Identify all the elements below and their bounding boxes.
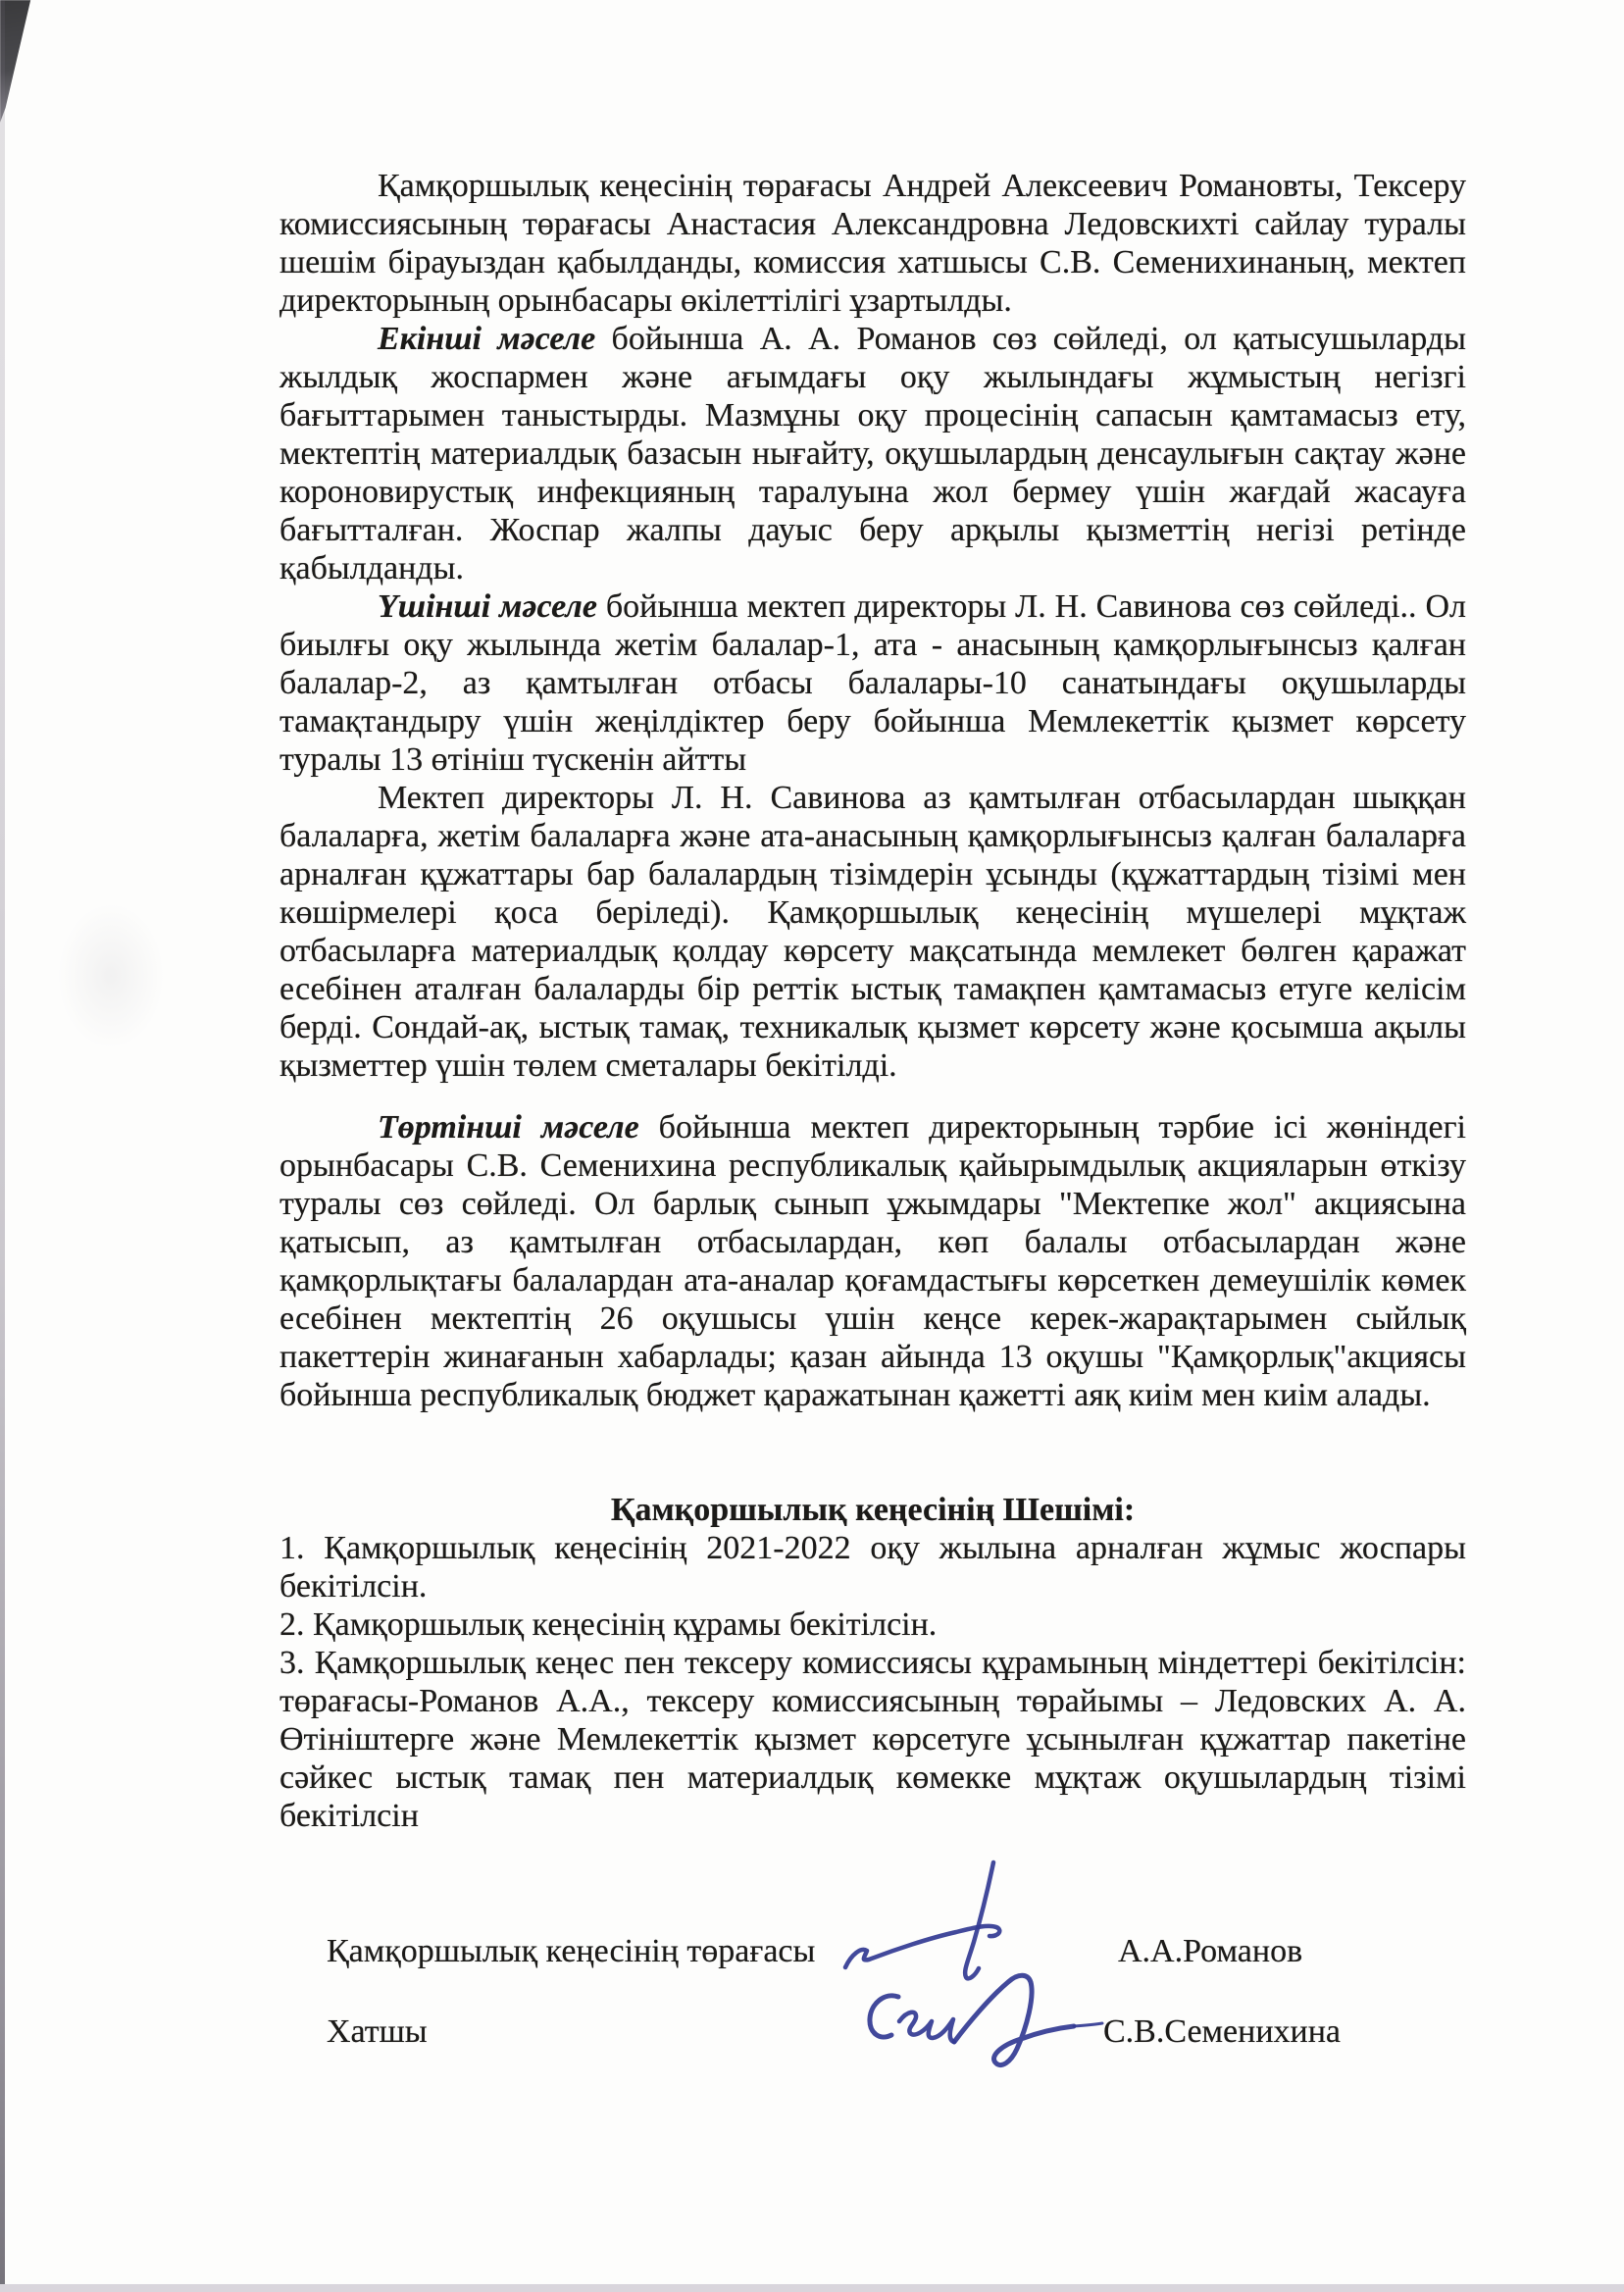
scan-bottom-edge-strip — [0, 2284, 1624, 2292]
third-issue-lead: Үшінші мәселе — [378, 588, 597, 625]
paragraph-text: бойынша мектеп директоры Л. Н. Савинова сөз сөйледі.. Ол биылғы оқу жылында жетім балалар-1, ата - анасының қамқорлығынсыз қалған балалар-2, аз қамтылған отбасы балалары-10 санатындағы оқушыларды тамақтандыру үшін жеңілдіктер беру бойынша Мемлекеттік қызмет көрсету туралы 13 өтініш түскенін айтты — [279, 588, 1466, 778]
decision-item-3: 3. Қамқоршылық кеңес пен тексеру комиссиясы құрамының міндеттері бекітілсін: төрағасы-Романов А.А., тексеру комиссиясының төрайымы – Ледовских А. А. Өтініштерге және Мемлекеттік қызмет көрсетуге ұсынылған құжаттар пакетіне сәйкес ыстық тамақ пен материалдық көмекке мұқтаж оқушылардың тізімі бекітілсін — [279, 1645, 1466, 1834]
signature-row-secretary — [327, 2012, 1513, 2056]
decision-item-1: 1. Қамқоршылық кеңесінің 2021-2022 оқу жылына арналған жұмыс жоспары бекітілсін. — [279, 1530, 1466, 1604]
paragraph-text: бойынша А. А. Романов сөз сөйледі, ол қатысушыларды жылдық жоспармен және ағымдағы оқу жылындағы жұмыстың негізгі бағыттарымен таныстырды. Мазмұны оқу процесінің сапасын қамтамасыз ету, мектептің материалдық базасын нығайту, оқушылардың денсаулығын сақтау және короновирустық инфекцияның таралуына жол бермеу үшін жағдай жасауға бағытталған. Жоспар жалпы дауыс беру арқылы қызметтің негізі ретінде қабылданды. — [279, 321, 1467, 586]
scan-corner-fold-artifact — [0, 0, 39, 123]
secretary-name: С.В.Семенихина — [1103, 2013, 1342, 2050]
paragraph-second-issue — [279, 320, 1466, 587]
decision-item-2: 2. Қамқоршылық кеңесінің құрамы бекітілсін. — [279, 1606, 938, 1643]
paragraph-text: бойынша мектеп директорының тәрбие ісі жөніндегі орынбасары С.В. Семенихина республикалық қайырымдылық акцияларын өткізу туралы сөз сөйледі. Ол барлық сынып ұжымдары "Мектепке жол" акциясына қатысып, аз қамтылған отбасылардан, көп балалы отбасылардан және қамқорлықтағы балалардан ата-аналар қоғамдастығы көрсеткен демеушілік көмек есебінен мектептің 26 оқушысы үшін кеңсе керек-жарақтарымен сыйлық пакеттерін жинағанын хабарлады; қазан айында 13 оқушы "Қамқорлық"акциясы бойынша республикалық бюджет қаражатынан қажетті аяқ киім мен киім алады. — [279, 1109, 1466, 1413]
document-body — [279, 167, 1466, 1414]
fourth-issue-lead: Төртінші мәселе — [378, 1109, 639, 1146]
decision-heading: Қамқоршылық кеңесінің Шешімі: — [610, 1492, 1136, 1528]
scan-smudge-artifact — [57, 902, 165, 1049]
second-issue-lead: Екінші мәселе — [378, 321, 596, 357]
scan-left-edge-shadow — [0, 0, 5, 2292]
paragraph-text: Қамқоршылық кеңесінің төрағасы Андрей Алексеевич Романовты, Тексеру комиссиясының төрағасы Анастасия Александровна Ледовскихті сайлау туралы шешім бірауыздан қабылданды, комиссия хатшысы С.В. Семенихинаның, мектеп директорының орынбасары өкілеттілігі ұзартылды. — [279, 168, 1466, 319]
decision-section — [279, 1491, 1466, 1835]
paragraph-text: Мектеп директоры Л. Н. Савинова аз қамтылған отбасылардан шыққан балаларға, жетім балаларға және ата-анасының қамқорлығынсыз қалған балаларға арналған құжаттары бар балалардың тізімдерін ұсынды (құжаттардың тізімі мен көшірмелері қоса беріледі). Қамқоршылық кеңесінің мүшелері мұқтаж отбасыларға материалдық қолдау көрсету мақсатында мемлекет бөлген қаражат есебінен аталған балаларды бір реттік ыстық тамақпен қамтамасыз етуге келісім берді. Сондай-ақ, ыстық тамақ, техникалық қызмет көрсету және қосымша ақылы қызметтер үшін төлем сметалары бекітілді. — [279, 780, 1466, 1084]
chairman-name: А.А.Романов — [1118, 1933, 1303, 1969]
paragraph-third-issue — [279, 587, 1466, 779]
chairman-role-label: Қамқоршылық кеңесінің төрағасы — [327, 1933, 816, 1969]
paragraph-fourth-issue — [279, 1108, 1466, 1414]
signature-row-chairman — [327, 1932, 1513, 1975]
paragraph-director-report — [279, 779, 1466, 1085]
paragraph-election-results — [279, 167, 1466, 320]
secretary-role-label: Хатшы — [327, 2013, 428, 2050]
